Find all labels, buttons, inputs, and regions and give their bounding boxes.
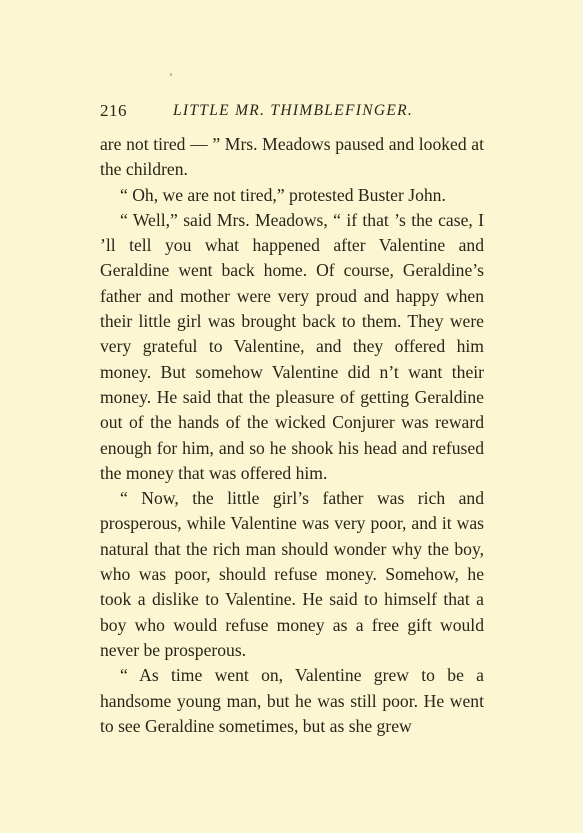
paragraph: “ Now, the little girl’s father was rich and prosperous, while Valentine was very poor, and it was natural that the rich man should wonder why the boy, who was poor, should refuse money. Somehow, he took a dislike to Valentine. He said to himself that a boy who would refuse money as a free gift would never be prosperous. (100, 488, 484, 660)
running-title: LITTLE MR. THIMBLEFINGER. (173, 102, 414, 119)
paragraph-continued: are not tired — ” Mrs. Meadows paused and looked at the children. (100, 134, 484, 180)
body-text (100, 132, 484, 739)
paper-speck (170, 73, 172, 76)
page-header (100, 101, 490, 123)
page-number: 216 (100, 101, 127, 120)
paragraph: “ Well,” said Mrs. Meadows, “ if that ’s the case, I ’ll tell you what happened after Valentine and Geraldine went back home. Of course, Geraldine’s father and mother were very proud and happy when their little girl was brought back to them. They were very grateful to Valentine, and they offered him money. But somehow Valentine did n’t want their money. He said that the pleasure of getting Geraldine out of the hands of the wicked Conjurer was reward enough for him, and so he shook his head and refused the money that was offered him. (100, 209, 484, 483)
paragraph: “ Oh, we are not tired,” protested Buster John. (120, 184, 446, 205)
paragraph: “ As time went on, Valentine grew to be a handsome young man, but he was still poor. He went to see Geraldine sometimes, but as she grew (100, 665, 484, 736)
